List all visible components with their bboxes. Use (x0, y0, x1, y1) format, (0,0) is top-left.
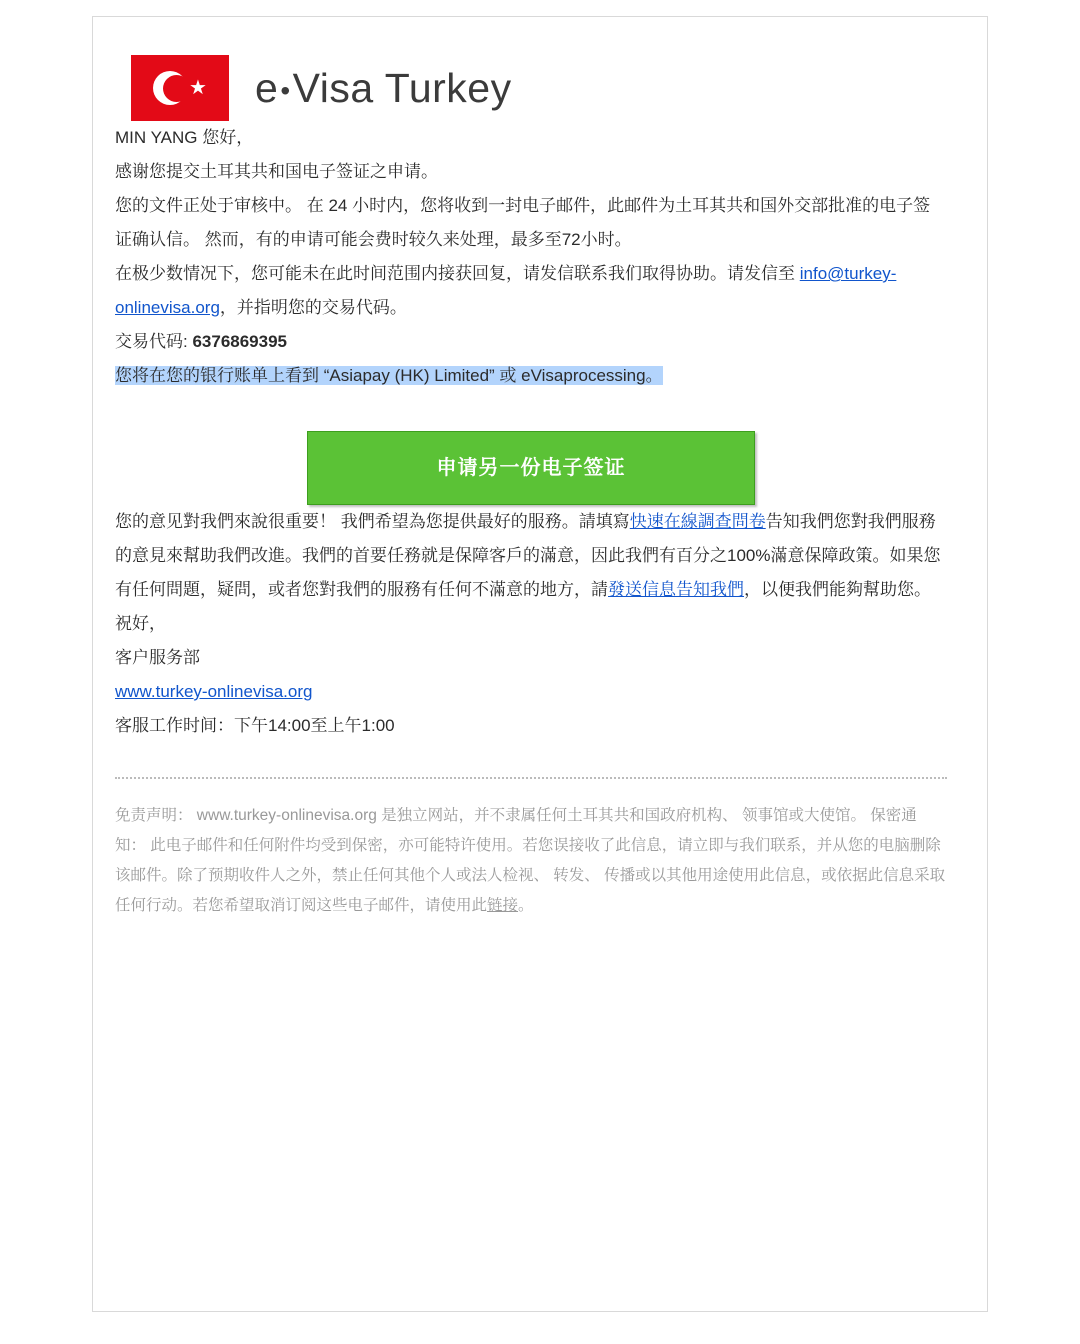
contact-text-pre: 在极少数情况下，您可能未在此时间范围内接获回复，请发信联系我们取得协助。请发信至 (115, 264, 800, 283)
apply-another-evisa-button[interactable]: 申请另一份电子签证 (307, 431, 755, 505)
feedback-text-2: 告知我們您對我們服務的意見來幫助我們改進。我們的首要任務就是保障客戶的滿意，因此我們有百分之100%滿意保障政策。如果您有任何問題，疑問，或者您對我們的服務有任何不滿意的地方，請 (115, 512, 941, 599)
transaction-code-label: 交易代码: (115, 332, 193, 351)
feedback-text-3: ，以便我們能夠幫助您。 (744, 580, 931, 599)
email-header (93, 17, 987, 121)
support-email-link[interactable]: info@turkey-onlinevisa.org (115, 264, 897, 317)
contact-text-post: ，并指明您的交易代码。 (219, 298, 407, 317)
cta-area (115, 431, 947, 505)
service-hours-text: 客服工作时间：下午14:00至上午1:00 (115, 716, 395, 735)
website-link[interactable]: www.turkey-onlinevisa.org (115, 682, 313, 701)
thanks-paragraph: 感谢您提交土耳其共和国电子签证之申请。 (115, 162, 438, 181)
transaction-code-value: 6376869395 (192, 332, 287, 351)
department-text: 客户服务部 (115, 648, 200, 667)
review-paragraph: 您的文件正处于审核中。 在 24 小时内，您将收到一封电子邮件，此邮件为土耳其共和国外交部批准的电子签证确认信。 然而，有的申请可能会费时较久来处理，最多至72小时。 (115, 196, 931, 249)
brand-e: e (255, 64, 279, 111)
email-body (93, 121, 987, 779)
disclaimer-text-2: 。 (518, 897, 534, 914)
transaction-code-line (115, 325, 947, 359)
survey-link[interactable]: 快速在線調查問卷 (629, 512, 766, 531)
contact-paragraph (115, 257, 947, 325)
send-message-link[interactable]: 發送信息告知我們 (608, 580, 744, 599)
sign-off-text: 祝好， (115, 614, 166, 633)
bank-statement-note (115, 359, 947, 393)
crescent-inner-shape (163, 75, 190, 102)
signature-block (115, 607, 947, 709)
brand-rest: Visa Turkey (292, 64, 512, 111)
email-container (92, 16, 988, 1312)
disclaimer-text-1: 免责声明： www.turkey-onlinevisa.org 是独立网站，并不隶属任何土耳其共和国政府机构、 领事馆或大使馆。 保密通知： 此电子邮件和任何附件均受到保密，亦可能特许使用。若您误接收了此信息，请立即与我们联系，并从您的电脑删除该邮件。除了预期收件人之外，禁止任何其他个人或法人检视、 转发、 传播或以其他用途使用此信息，或依据此信息采取任何行动。若您希望取消订阅这些电子邮件，请使用此 (115, 807, 946, 914)
star-icon: ★ (189, 77, 207, 99)
greeting-text: MIN YANG 您好， (115, 128, 254, 147)
footer-disclaimer (93, 779, 987, 921)
feedback-text-1: 您的意见對我們來說很重要！ 我們希望為您提供最好的服務。請填寫 (115, 512, 630, 531)
feedback-paragraph (115, 505, 947, 607)
bank-statement-highlight: 您将在您的银行账单上看到 “Asiapay (HK) Limited” 或 eVisaprocessing。 (115, 366, 663, 385)
turkey-flag-icon (131, 55, 229, 121)
brand-title (255, 65, 512, 112)
brand-dot: • (280, 74, 291, 106)
unsubscribe-link[interactable]: 链接 (487, 897, 519, 914)
